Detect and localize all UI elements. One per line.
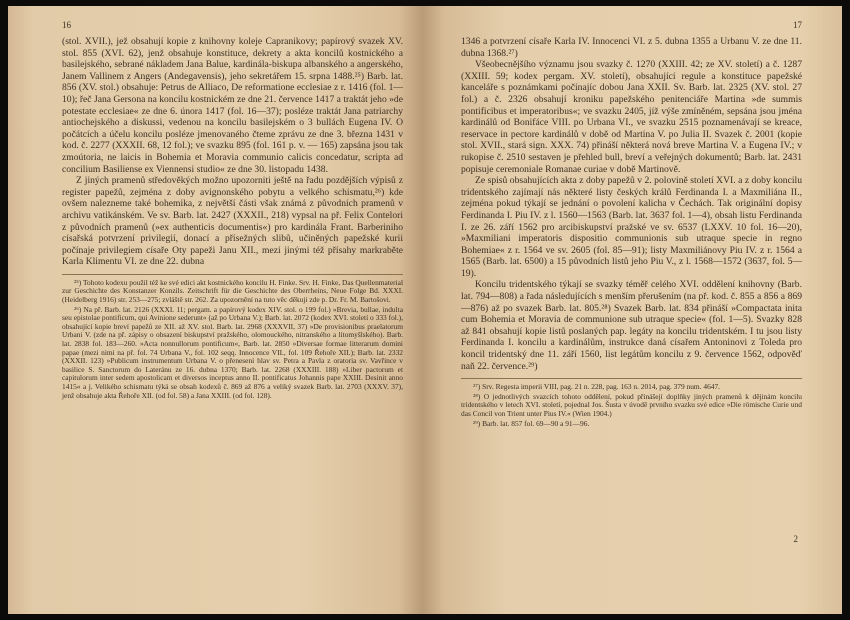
footnotes <box>461 378 802 428</box>
paragraph: Koncilu tridentského týkají se svazky téměř celého XVI. oddělení knihovny (Barb. lat. 794—808) a řada následujících s menším přerušením (na př. kod. č. 855 a 856 a 869—876) až po svazek Barb. lat. 805.²⁸) Svazek Barb. lat. 834 přináší »Compactata inita cum Bohemia et Moravia de communione sub utraque specie« (fol. 1—5). Svazky 828 až 841 obsahují kopie listů poslaných pap. legáty na koncilu tridentském. I tu jsou listy Ferdinanda I. koncilu a kardinálům, instrukce daná císařem Antoninovi z Toleda pro koncil tridentský dne 11. září 1560, list legátům koncilu z 9. července 1562, odpověď naň 22. července.²⁹) <box>461 279 802 372</box>
paragraph: 1346 a potvrzení císaře Karla IV. Innocenci VI. z 5. dubna 1355 a Urbanu V. ze dne 11. dubna 1368.²⁷) <box>461 36 802 59</box>
paragraph: Ze spisů obsahujících akta z doby papežů v 2. polovině století XVI. a z doby koncilu tridentského zajímají nás některé listy českých králů Ferdinanda I. a Maxmiliána II., zejména pokud týkají se jednání o povolení kalicha v Čechách. Tak originální dopisy Ferdinanda I. Piu IV. z l. 1560—1563 (Barb. lat. 3637 fol. 1—4), obsah listu Ferdinanda I. ze 26. září 1562 pro arcibiskupství pražské ve sv. 6537 (LXXV. 10 fol. 16—20), »Maxmiliani imperatoris dispositio communionis sub utraque specie in regno Bohemiae« z r. 1564 ve sv. 2605 (fol. 85—91); listy Maxmiliánovy Piu IV. z r. 1564 a 1565 (Barb. lat. 6500) a 15 původních listů jeho Piu V., z l. 1568—1572 (3637, fol. 5—19). <box>461 175 802 279</box>
body-text <box>461 36 802 372</box>
body-text <box>62 36 403 268</box>
footnote: ²⁶) Na př. Barb. lat. 2126 (XXXI. 11; pergam. a papírový kodex XIV. stol. o 199 fol.) »Brevia, bullae, indulta seu epistolae pontificum, qui Avinione sederunt« (až po Urbana V.); Barb. lat. 2072 (kodex XVI. století o 333 fol.), obsahující kopie breví papežů ze XII. až XV. stol. Barb. lat. 2968 (XXXVII, 37) »De provisionibus praelatorum Urbani V. (zde na př. zápisy o obsazení biskupství pražského, olomouckého, nitranského a litomyšlského). Barb. lat. 2838 fol. 183—260. »Acta nonnullorum pontificum«, Barb. lat. 2850 »Diversae formae litterarum domini papae (mezi nimi na př. fol. 74 Urbana V., fol. 102 seqq. Innocence VII., fol. 109 Řehoře XII.); Barb. lat. 2332 (XXXII. 123) »Publicum instrumentum Urbana V. o přenesení hlav sv. Petra a Pavla z oratoria sv. Vavřince v basilice S. Sanctorum do Lateránu ze 16. dubna 1370; Barb. lat. 2268 (XXXIII. 188) »Liber pactorum et capitulorum inter sedem apostolicam et diversos inceptus anno II. pontificatus Johannis pape XXIII. Desinit anno 1415« a j. Velikého schismatu týká se obsah kodexů č. 869 až 876 a veliký svazek Barb. lat. 2703 (XXXV. 37), jenž obsahuje akta Řehoře XII. (od fol. 58) a Jana XXIII. (od fol. 128). <box>62 304 403 400</box>
footnote: ²⁸) O jednotlivých svazcích tohoto oddělení, pokud přinášejí doplňky jiných pramenů k dějinám koncilu tridentského v letech XVI. století, pojednal Jos. Šusta v úvodě prvního svazku své edice »Die römische Curie und das Concil von Trient unter Pius IV.« (Wien 1904.) <box>461 391 802 418</box>
signature-mark: 2 <box>793 534 798 544</box>
paragraph: Všeobecnějšího významu jsou svazky č. 1270 (XXIII. 42; ze XV. století) a č. 1287 (XXIII. 59; kodex pergam. XV. století), obsahující regule a konstituce papežské kanceláře s poznámkami počínajíc dobou Jana XXII. Sv. Barb. lat. 2325 (XV. stol. 27 fol.) a č. 2326 obsahují kroniku papežského penitenciáře Martina »de summis pontificibus et imperatoribus«; ve svazku 2405, jíž výše zmíněném, sepsána jsou jména kardinálů od Bonifáce VIII. po Urbana VI., ve svazku 2515 poznamenávají se kreace, reservace in pectore kardinálů v době od Martina V. po Julia II. Svazek č. 2001 (kopie stol. XVII., stará sign. XXX. 74) přináší některá nová breve Martina V. a Eugena IV.; v rukopise č. 2510 sestaven je přehled bull, breví a veřejných dokumentů; Barb. lat. 2431 popisuje ceremoniale Romanae curiae v době Martinově. <box>461 59 802 175</box>
paragraph: (stol. XVII.), jež obsahují kopie z knihovny koleje Capranikovy; papírový svazek XV. stol. 855 (XVI. 62), jenž obsahuje konstituce, dekrety a akta koncilů kostnického a basilejského, sebrané nákladem Jana Balue, kardinála-biskupa albanského a angerského, Janem Vallinem z Angers (Andegavensis), jeho sekretářem 15. srpna 1488.²⁵) Barb. lat. 856 (XV. stol.) obsahuje: Petrus de Alliaco, De reformatione ecclesiae z r. 1416 (fol. 1—10); řeč Jana Gersona na koncilu kostnickém ze dne 21. července 1417 a traktát jeho »de potestate ecclesiae« ze dne 6. února 1417 (fol. 16—37); posléze traktát Jana patriarchy antiochejského a diskussi, vedenou na koncilu basilejském o 3 bullách Eugena IV. O počátcích a účelu koncilu posléze jmenovaného čteme zprávu ze dne 3. března 1431 v kod. č. 2277 (XXXII. 68, 12 fol.); ve svazku 895 (fol. 161 p. v. — 165) zapsána jsou tak zmoútoria, ne laicis in Bohemia et Moravia communio calicis concedatur, scripta ad concilium Basiliense ex Viennensi studio« ze dne 30. listopadu 1438. <box>62 36 403 175</box>
footnotes <box>62 274 403 400</box>
page-number: 16 <box>62 20 71 30</box>
footnote: ²⁷) Srv. Regesta imperii VIII, pag. 21 n. 228, pag. 163 n. 2014, pag. 379 num. 4647. <box>473 382 721 392</box>
book-spread <box>8 6 842 614</box>
footnote: ²⁵) Tohoto kodexu použil též ke své edici akt kostnického koncilu H. Finke. Srv. H. Finke, Das Quellenmaterial zur Geschichte des Konstanzer Konzils. Zeitschrift für die Geschichte des Oberrheins, Neue Folge Bd. XXXI. (Heidelberg 1916) str. 253—275; zvláště str. 262. Za upozornění na tuto věc děkuji zde p. Dr. Fr. M. Bartošovi. <box>62 277 403 305</box>
right-page <box>423 6 842 614</box>
page-number: 17 <box>793 20 802 30</box>
paragraph: Z jiných pramenů středověkých možno upozorniti ještě na řadu pozdějších výpisů z register papežů, zejména z doby avignonského pobytu a velkého schismatu,²⁶) kde ovšem nalezneme také bohemika, z největší části však známá z původních pramenů v archivu vatikánském. Ve sv. Barb. lat. 2427 (XXXII., 218) vypsal na př. Felix Contelori z původních pramenů (»ex authenticis documentis«) pro kardinála Frant. Barberiniho císařská potvrzení privilegií, donací a přísežných slibů, učiněných papežské kurii počínaje privilegiem císaře Oty papeži Janu XII., mezi jinými též přísahy markraběte Karla Klimentu VI. ze dne 22. dubna <box>62 175 403 268</box>
footnote: ²⁹) Barb. lat. 857 fol. 69—90 a 91—96. <box>473 418 590 428</box>
left-page <box>8 6 423 614</box>
